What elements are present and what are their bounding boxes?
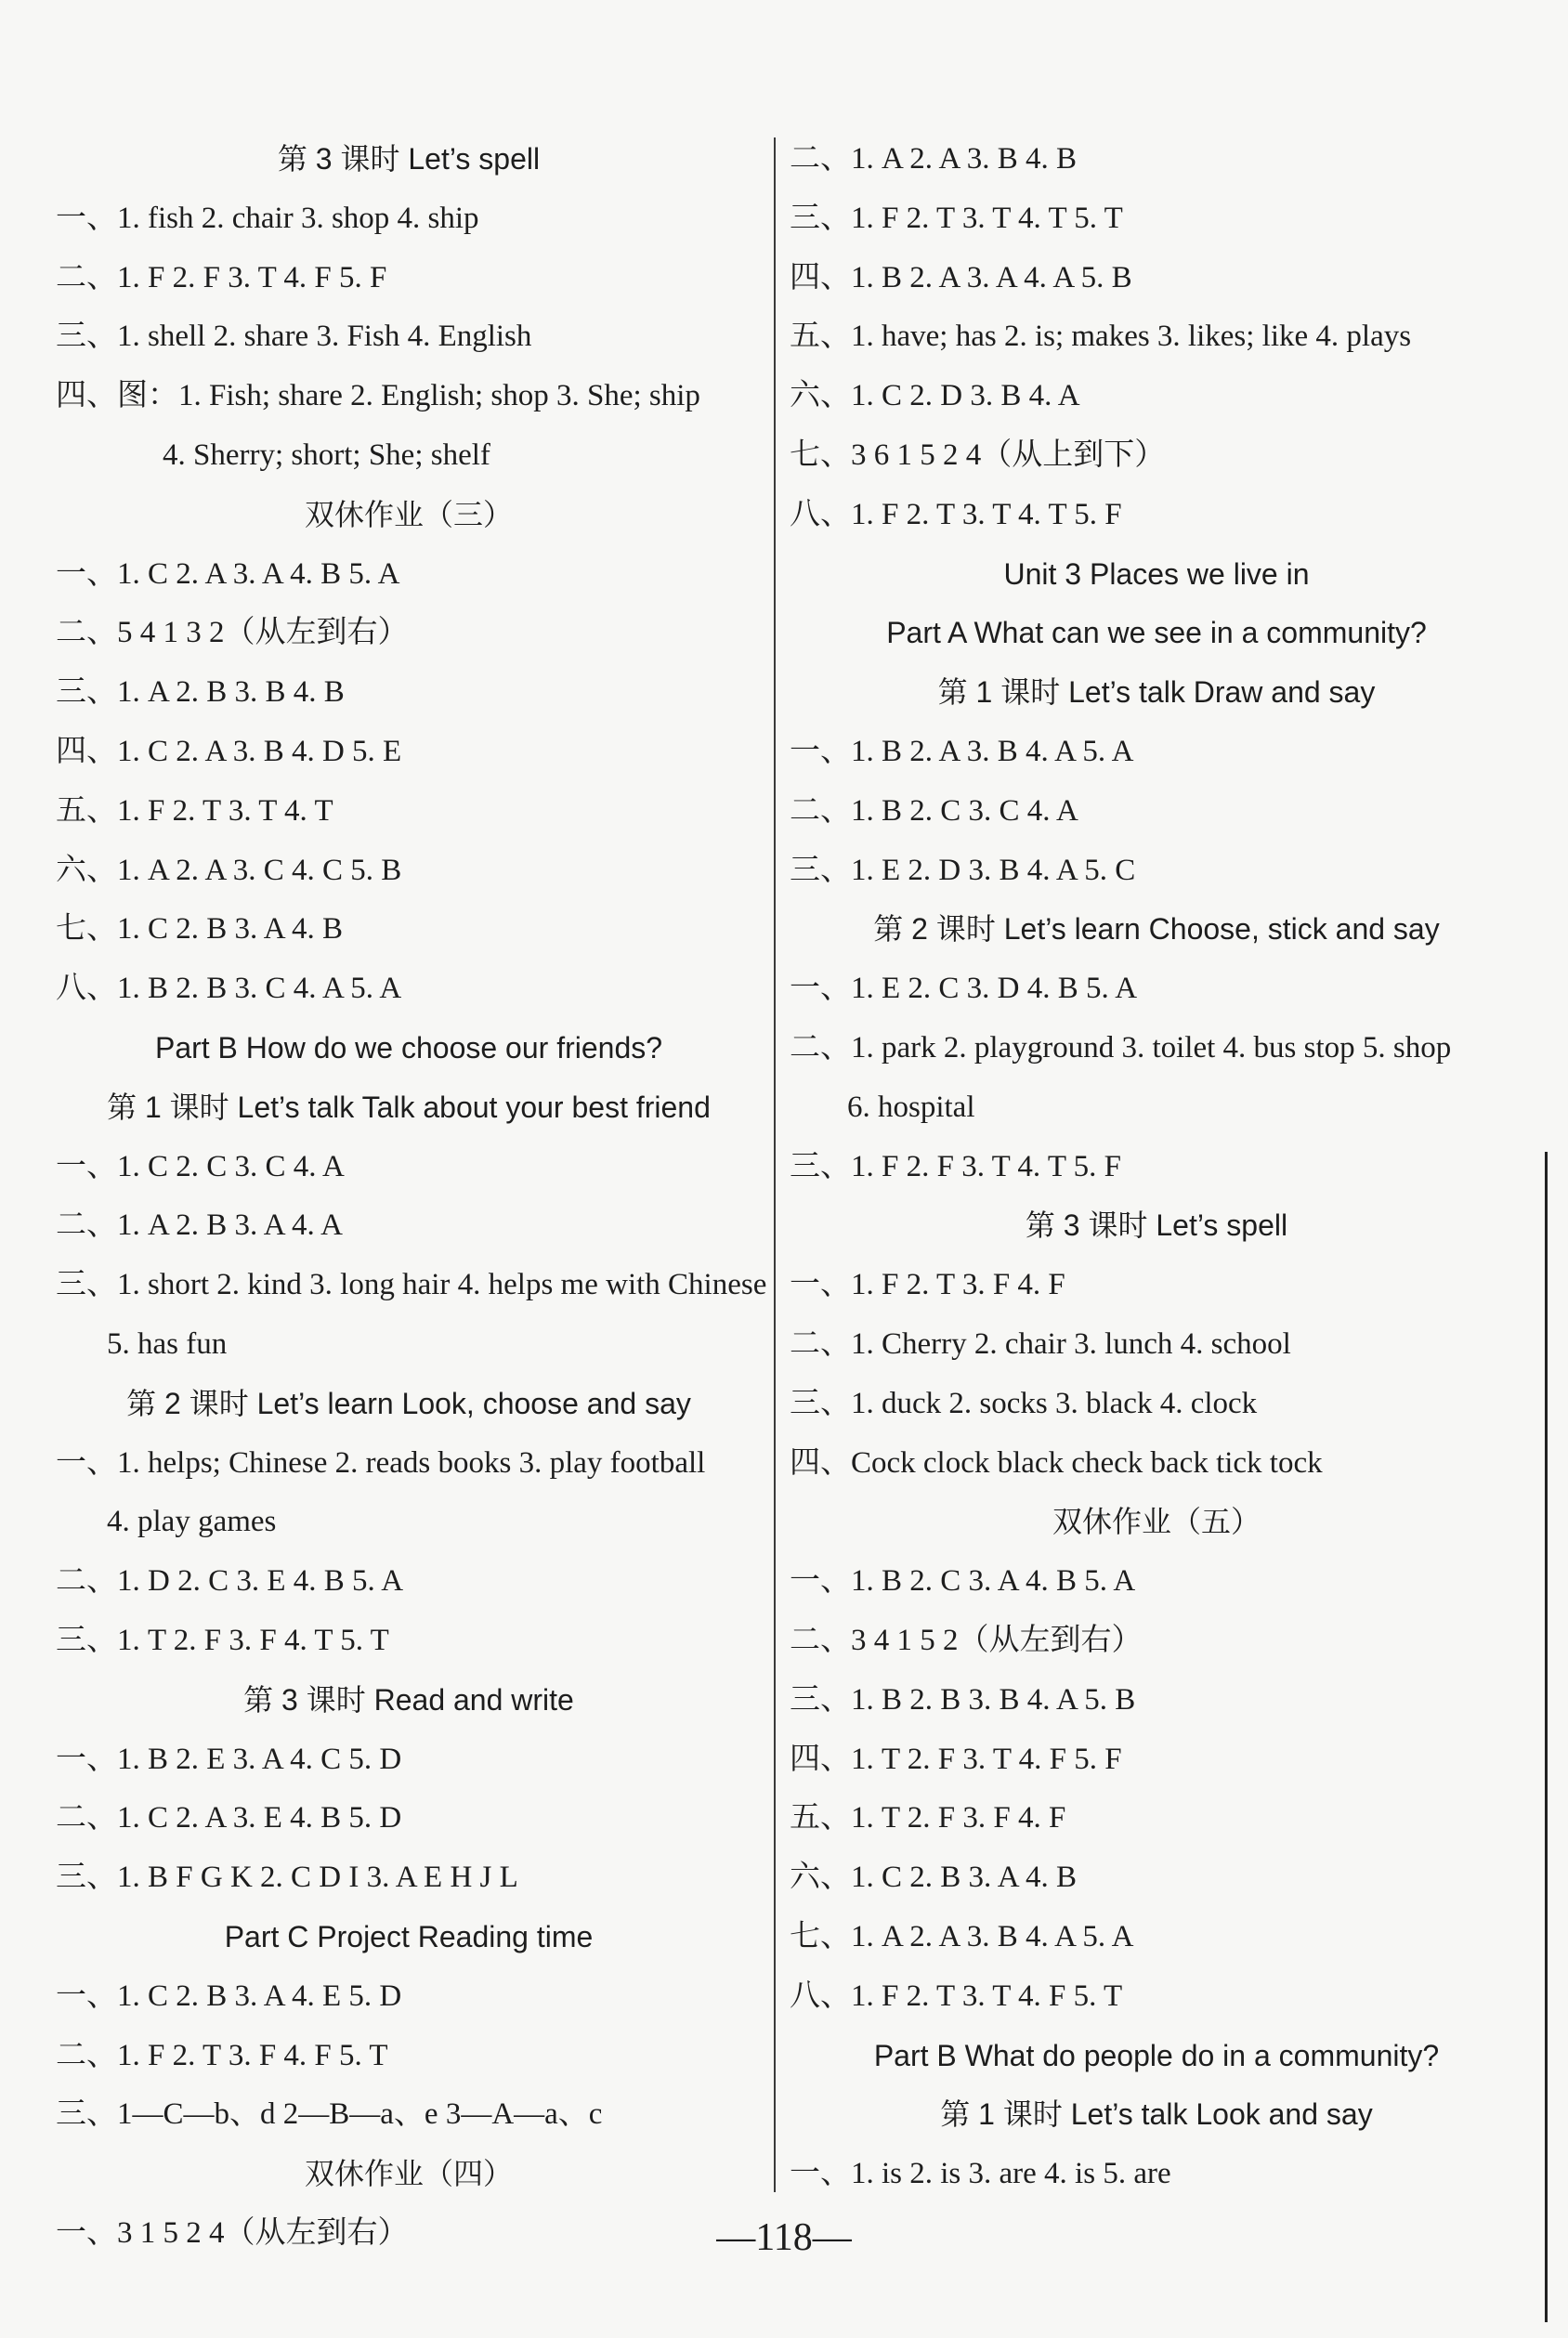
answer-line: 二、1. F 2. F 3. T 4. F 5. F xyxy=(56,260,387,294)
answer-line: 二、3 4 1 5 2（从左到右） xyxy=(790,1623,1143,1657)
answer-line: 五、1. F 2. T 3. T 4. T xyxy=(56,793,333,828)
answer-line: 二、1. A 2. A 3. B 4. B xyxy=(790,142,1077,176)
answer-line: 三、1. E 2. D 3. B 4. A 5. C xyxy=(790,853,1136,887)
section-heading: Part B How do we choose our friends? xyxy=(154,1030,663,1065)
answer-line: 二、1. C 2. A 3. E 4. B 5. D xyxy=(56,1801,402,1835)
answer-line: 5. has fun xyxy=(107,1326,228,1361)
answer-line: 四、1. C 2. A 3. B 4. D 5. E xyxy=(56,734,402,768)
answer-line: 二、1. park 2. playground 3. toilet 4. bus stop 5. shop xyxy=(790,1030,1452,1065)
right-column xyxy=(790,130,1523,2204)
section-heading: 第 3 课时 Let’s spell xyxy=(1025,1208,1288,1243)
answer-line: 三、1—C—b、d 2—B—a、e 3—A—a、c xyxy=(56,2097,603,2132)
answer-line: 三、1. B F G K 2. C D I 3. A E H J L xyxy=(56,1861,518,1895)
answer-line: 一、1. B 2. A 3. B 4. A 5. A xyxy=(790,734,1134,768)
section-heading: 第 3 课时 Let’s spell xyxy=(277,142,541,176)
answer-line: 六、1. C 2. B 3. A 4. B xyxy=(790,1861,1077,1895)
section-heading: 第 2 课时 Let’s learn Choose, stick and say xyxy=(873,912,1440,947)
answer-line: 四、1. T 2. F 3. T 4. F 5. F xyxy=(790,1742,1122,1776)
answer-line: 七、3 6 1 5 2 4（从上到下） xyxy=(790,438,1166,472)
section-heading: 第 3 课时 Read and write xyxy=(243,1682,574,1717)
answer-line: 八、1. F 2. T 3. T 4. T 5. F xyxy=(790,497,1122,531)
page-number: —118— xyxy=(716,2216,852,2259)
answer-line: 四、图：1. Fish; share 2. English; shop 3. She; ship xyxy=(56,379,700,413)
answer-line: 二、5 4 1 3 2（从左到右） xyxy=(56,616,409,650)
answer-line: 五、1. have; has 2. is; makes 3. likes; like 4. plays xyxy=(790,320,1412,354)
answer-line: 4. play games xyxy=(107,1505,277,1539)
column-divider xyxy=(774,137,776,2192)
answer-line: 4. Sherry; short; She; shelf xyxy=(163,438,490,472)
answer-line: 三、1. F 2. T 3. T 4. T 5. T xyxy=(790,201,1123,235)
answer-line: 七、1. A 2. A 3. B 4. A 5. A xyxy=(790,1919,1134,1953)
answer-line: 二、1. F 2. T 3. F 4. F 5. T xyxy=(56,2038,388,2072)
answer-line: 五、1. T 2. F 3. F 4. F xyxy=(790,1801,1066,1835)
answer-line: 一、1. C 2. C 3. C 4. A xyxy=(56,1149,345,1183)
answer-line: 三、1. F 2. F 3. T 4. T 5. F xyxy=(790,1149,1121,1183)
section-heading: 双休作业（三） xyxy=(304,497,513,531)
answer-line: 四、1. B 2. A 3. A 4. A 5. B xyxy=(790,260,1132,294)
answer-line: 一、3 1 5 2 4（从左到右） xyxy=(56,2215,409,2250)
answer-line: 七、1. C 2. B 3. A 4. B xyxy=(56,912,343,947)
answer-line: 一、1. E 2. C 3. D 4. B 5. A xyxy=(790,972,1138,1006)
answer-line: 二、1. A 2. B 3. A 4. A xyxy=(56,1208,343,1243)
answer-line: 一、1. helps; Chinese 2. reads books 3. play football xyxy=(56,1445,706,1480)
answer-line: 一、1. B 2. C 3. A 4. B 5. A xyxy=(790,1564,1136,1599)
answer-line: 二、1. B 2. C 3. C 4. A xyxy=(790,793,1078,828)
answer-line: 六、1. C 2. D 3. B 4. A xyxy=(790,379,1080,413)
answer-line: 一、1. fish 2. chair 3. shop 4. ship xyxy=(56,201,479,235)
answer-line: 八、1. B 2. B 3. C 4. A 5. A xyxy=(56,972,402,1006)
answer-line: 一、1. is 2. is 3. are 4. is 5. are xyxy=(790,2157,1171,2191)
answer-line: 三、1. duck 2. socks 3. black 4. clock xyxy=(790,1386,1258,1420)
answer-line: 三、1. B 2. B 3. B 4. A 5. B xyxy=(790,1682,1136,1717)
answer-line: 一、1. F 2. T 3. F 4. F xyxy=(790,1268,1065,1302)
section-heading: Unit 3 Places we live in xyxy=(1003,556,1310,591)
section-heading: 第 2 课时 Let’s learn Look, choose and say xyxy=(126,1386,691,1420)
answer-line: 一、1. C 2. B 3. A 4. E 5. D xyxy=(56,1979,402,2013)
answer-line: 八、1. F 2. T 3. T 4. F 5. T xyxy=(790,1979,1123,2013)
left-column xyxy=(56,130,767,2264)
answer-line: 六、1. A 2. A 3. C 4. C 5. B xyxy=(56,853,402,887)
section-heading: 双休作业（四） xyxy=(304,2157,513,2191)
section-heading: Part C Project Reading time xyxy=(224,1919,594,1953)
answer-line: 一、1. C 2. A 3. A 4. B 5. A xyxy=(56,556,400,591)
answer-line: 三、1. short 2. kind 3. long hair 4. helps me with Chinese xyxy=(56,1268,767,1302)
answer-line: 6. hospital xyxy=(847,1090,975,1124)
section-heading: 双休作业（五） xyxy=(1052,1505,1261,1539)
answer-line: 四、Cock clock black check back tick tock xyxy=(790,1445,1323,1480)
section-heading: Part A What can we see in a community? xyxy=(886,616,1427,650)
answer-line: 三、1. shell 2. share 3. Fish 4. English xyxy=(56,320,532,354)
answer-line: 二、1. D 2. C 3. E 4. B 5. A xyxy=(56,1564,404,1599)
answer-line: 一、1. B 2. E 3. A 4. C 5. D xyxy=(56,1742,402,1776)
answer-line: 二、1. Cherry 2. chair 3. lunch 4. school xyxy=(790,1326,1291,1361)
section-heading: 第 1 课时 Let’s talk Talk about your best friend xyxy=(107,1090,711,1124)
section-heading: 第 1 课时 Let’s talk Look and say xyxy=(940,2097,1373,2132)
answer-line: 三、1. T 2. F 3. F 4. T 5. T xyxy=(56,1623,389,1657)
page-edge-line xyxy=(1545,1152,1548,2322)
answer-line: 三、1. A 2. B 3. B 4. B xyxy=(56,675,345,710)
section-heading: 第 1 课时 Let’s talk Draw and say xyxy=(937,675,1376,710)
section-heading: Part B What do people do in a community? xyxy=(873,2038,1440,2072)
